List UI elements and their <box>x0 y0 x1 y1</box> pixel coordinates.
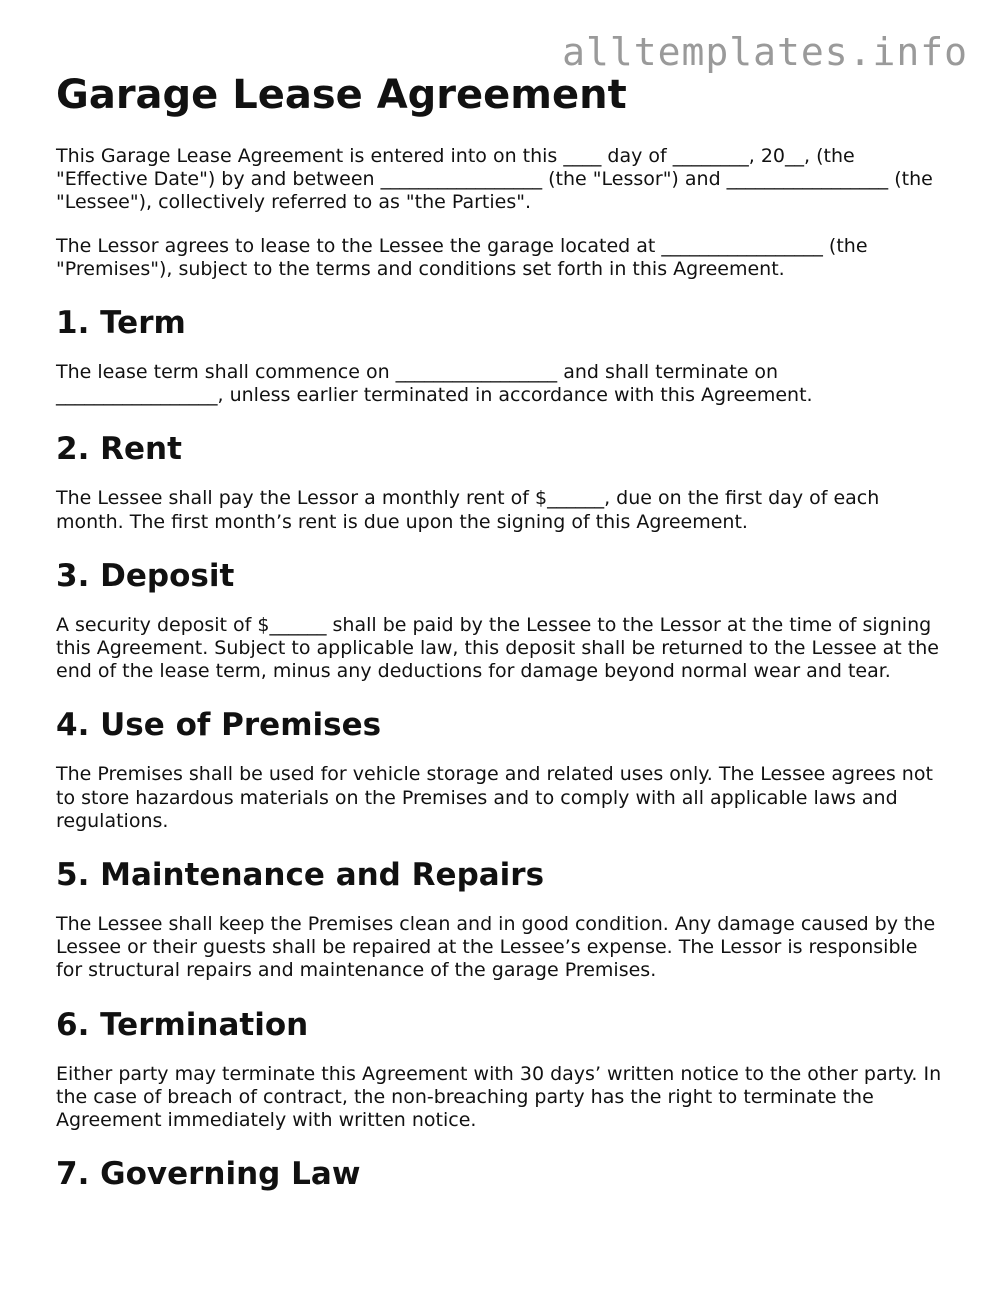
intro-paragraph: This Garage Lease Agreement is entered into on this ____ day of ________, 20__, (the "Effective Date") by and between _________________ (the "Lessor") and _________________ (the "Lessee"), collectively referred to as "the Parties". <box>56 145 933 214</box>
section-governing-law <box>56 1156 946 1192</box>
section-heading: 1. Term <box>56 305 186 342</box>
section-heading: 3. Deposit <box>56 557 235 594</box>
document-title: Garage Lease Agreement <box>56 72 627 118</box>
section-heading: 4. Use of Premises <box>56 707 382 744</box>
intro-paragraph: The Lessor agrees to lease to the Lessee the garage located at _________________ (the "Premises"), subject to the terms and conditions set forth in this Agreement. <box>56 234 868 280</box>
section-rent <box>56 431 946 533</box>
section-termination <box>56 1007 946 1133</box>
section-heading: 7. Governing Law <box>56 1156 361 1193</box>
section-body: A security deposit of $______ shall be paid by the Lessee to the Lessor at the time of signing this Agreement. Subject to applicable law, this deposit shall be returned to the Lessee at the end of the lease term, minus any deductions for damage beyond normal wear and tear. <box>56 613 939 683</box>
section-body: The Premises shall be used for vehicle storage and related uses only. The Lessee agrees not to store hazardous materials on the Premises and to comply with all applicable laws and regulations. <box>56 763 933 832</box>
section-term <box>56 305 946 407</box>
watermark-text: alltemplates.info <box>562 30 968 74</box>
section-body: The Lessee shall pay the Lessor a monthly rent of $______, due on the first day of each month. The first month’s rent is due upon the signing of this Agreement. <box>56 487 880 533</box>
section-heading: 5. Maintenance and Repairs <box>56 857 545 894</box>
document-page <box>56 72 946 1192</box>
section-heading: 6. Termination <box>56 1006 309 1043</box>
section-use-of-premises <box>56 707 946 833</box>
section-deposit <box>56 558 946 684</box>
section-body: Either party may terminate this Agreement with 30 days’ written notice to the other party. In the case of breach of contract, the non-breaching party has the right to terminate the Agreement immediately with written notice. <box>56 1062 942 1132</box>
section-maintenance-and-repairs <box>56 857 946 983</box>
section-body: The lease term shall commence on _________________ and shall terminate on _________________, unless earlier terminated in accordance with this Agreement. <box>56 361 813 407</box>
section-body: The Lessee shall keep the Premises clean and in good condition. Any damage caused by the Lessee or their guests shall be repaired at the Lessee’s expense. The Lessor is responsible for structural repairs and maintenance of the garage Premises. <box>56 913 936 982</box>
section-heading: 2. Rent <box>56 431 182 468</box>
